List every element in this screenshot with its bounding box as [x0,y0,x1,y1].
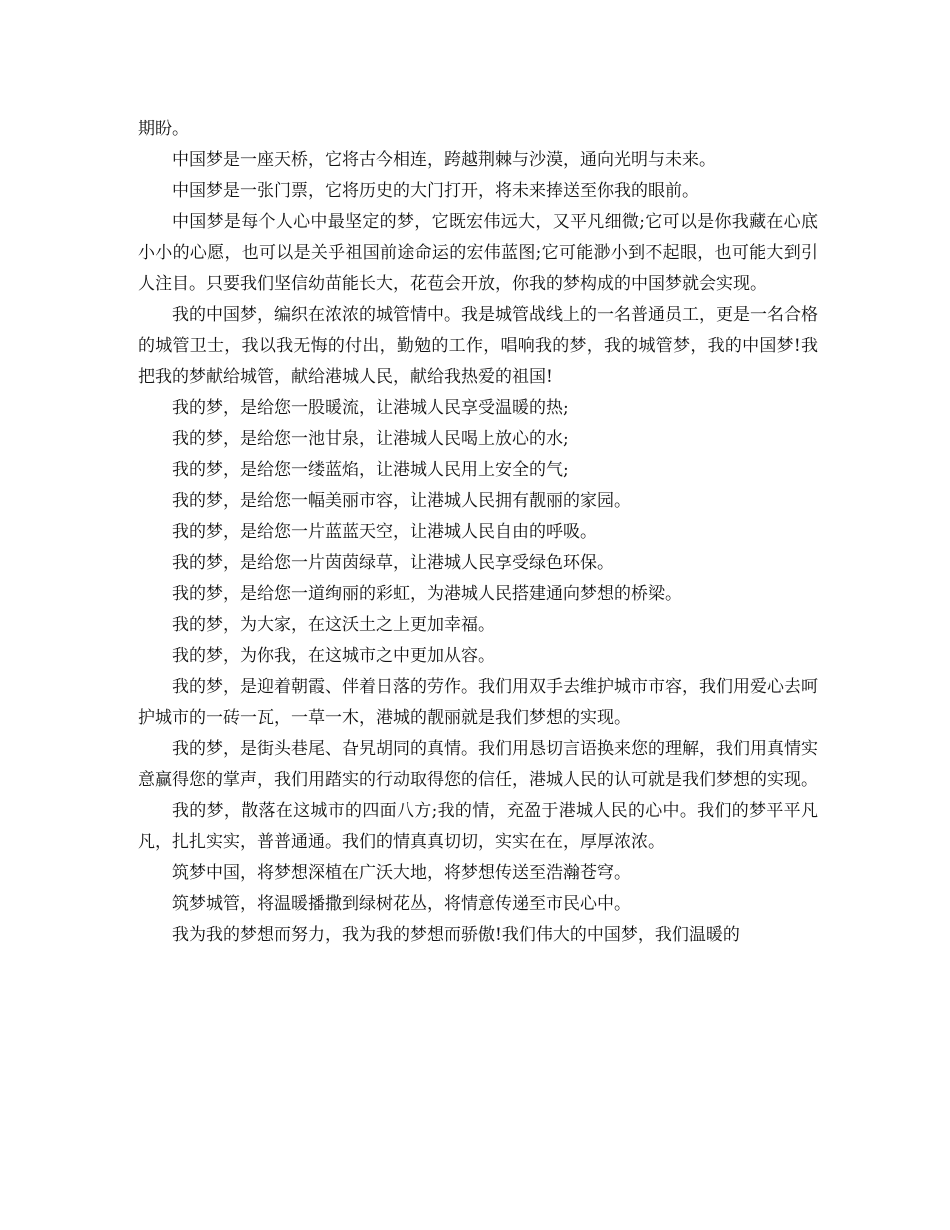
paragraph-20: 我为我的梦想而努力，我为我的梦想而骄傲!我们伟大的中国梦，我们温暖的 [172,925,740,945]
paragraph-11: 我的梦，是给您一片茵茵绿草，让港城人民享受绿色环保。 [172,553,614,573]
paragraph-13: 我的梦，为大家，在这沃土之上更加幸福。 [172,615,495,635]
paragraph-6: 我的梦，是给您一股暖流，让港城人民享受温暖的热; [172,398,569,418]
paragraph-14: 我的梦，为你我，在这城市之中更加从容。 [172,646,495,666]
paragraph-5: 我的中国梦，编织在浓浓的城管情中。我是城管战线上的一名普通员工，更是一名合格的城管卫士，我以我无悔的付出，勤勉的工作，唱响我的梦，我的城管梦，我的中国梦!我把我的梦献给城管，献给港城人民，献给我热爱的祖国! [138,305,818,387]
paragraph-16: 我的梦，是街头巷尾、旮旯胡同的真情。我们用恳切言语换来您的理解，我们用真情实意赢得您的掌声，我们用踏实的行动取得您的信任，港城人民的认可就是我们梦想的实现。 [138,739,818,790]
paragraph-18: 筑梦中国，将梦想深植在广沃大地，将梦想传送至浩瀚苍穹。 [172,863,631,883]
paragraph-7: 我的梦，是给您一池甘泉，让港城人民喝上放心的水; [172,429,569,449]
paragraph-8: 我的梦，是给您一缕蓝焰，让港城人民用上安全的气; [172,460,569,480]
paragraph-1: 期盼。 [138,119,189,139]
paragraph-12: 我的梦，是给您一道绚丽的彩虹，为港城人民搭建通向梦想的桥梁。 [172,584,682,604]
paragraph-4: 中国梦是每个人心中最坚定的梦，它既宏伟远大，又平凡细微;它可以是你我藏在心底小小的心愿，也可以是关乎祖国前途命运的宏伟蓝图;它可能渺小到不起眼，也可能大到引人注目。只要我们坚信幼苗能长大，花苞会开放，你我的梦构成的中国梦就会实现。 [138,212,818,294]
paragraph-9: 我的梦，是给您一幅美丽市容，让港城人民拥有靓丽的家园。 [172,491,631,511]
paragraph-10: 我的梦，是给您一片蓝蓝天空，让港城人民自由的呼吸。 [172,522,597,542]
paragraph-19: 筑梦城管，将温暖播撒到绿树花丛，将情意传递至市民心中。 [172,894,631,914]
paragraph-15: 我的梦，是迎着朝霞、伴着日落的劳作。我们用双手去维护城市市容，我们用爱心去呵护城市的一砖一瓦，一草一木，港城的靓丽就是我们梦想的实现。 [138,677,818,728]
paragraph-3: 中国梦是一张门票，它将历史的大门打开，将未来捧送至你我的眼前。 [172,181,699,201]
paragraph-2: 中国梦是一座天桥，它将古今相连，跨越荆棘与沙漠，通向光明与未来。 [172,150,716,170]
document-body [138,114,818,951]
paragraph-17: 我的梦，散落在这城市的四面八方;我的情，充盈于港城人民的心中。我们的梦平平凡凡，扎扎实实，普普通通。我们的情真真切切，实实在在，厚厚浓浓。 [138,801,818,852]
